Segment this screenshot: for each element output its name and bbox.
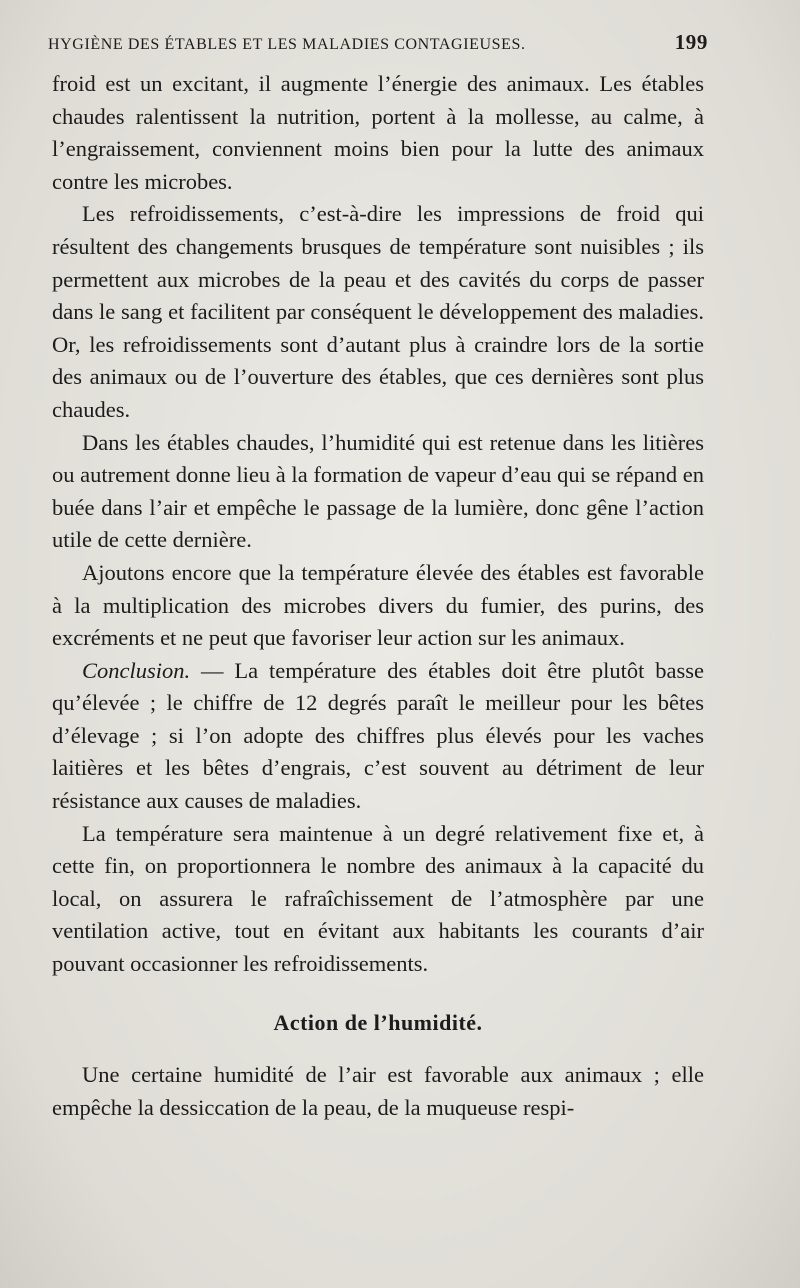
conclusion-label: Conclusion. xyxy=(82,657,191,683)
paragraph-3: Dans les étables chaudes, l’humidité qui est retenue dans les litières ou autrement donne lieu à la formation de vapeur d’eau qui se répand en buée dans l’air et empêche le passage de la lumière, donc gêne l’action utile de cette dernière. xyxy=(52,429,704,553)
conclusion-paragraph xyxy=(52,655,704,818)
paragraph-1: froid est un excitant, il augmente l’énergie des animaux. Les étables chaudes ralentissent la nutrition, portent à la mollesse, au calme, à l’engraissement, conviennent moins bien pour la lutte des animaux contre les microbes. xyxy=(52,71,704,194)
paragraph-6: La température sera maintenue à un degré relativement fixe et, à cette fin, on proportionnera le nombre des animaux à la capacité du local, on assurera le rafraîchissement de l’atmosphère par une ventilation active, tout en évitant aux habitants les courants d’air pouvant occasionner les refroidissements. xyxy=(52,820,704,977)
paragraph-7: Une certaine humidité de l’air est favorable aux animaux ; elle empêche la dessiccation de la peau, de la muqueuse respi- xyxy=(52,1062,704,1120)
paragraph-4: Ajoutons encore que la température élevée des étables est favorable à la multiplication des microbes divers du fumier, des purins, des excréments et ne peut que favoriser leur action sur les animaux. xyxy=(52,559,704,651)
running-header xyxy=(48,30,708,55)
page-number: 199 xyxy=(674,30,708,54)
page-body xyxy=(52,68,704,1124)
section-heading: Action de l’humidité. xyxy=(273,1009,483,1035)
running-title: HYGIÈNE DES ÉTABLES ET LES MALADIES CONTAGIEUSES. xyxy=(48,36,526,53)
paragraph-2: Les refroidissements, c’est-à-dire les impressions de froid qui résultent des changements brusques de température sont nuisibles ; ils permettent aux microbes de la peau et des cavités du corps de passer dans le sang et facilitent par conséquent le développement des maladies. Or, les refroidissements sont d’autant plus à craindre lors de la sortie des animaux ou de l’ouverture des étables, que ces dernières sont plus chaudes. xyxy=(52,201,704,422)
conclusion-text: — La température des étables doit être plutôt basse qu’élevée ; le chiffre de 12 degrés paraît le meilleur pour les bêtes d’élevage ; si l’on adopte des chiffres plus élevés pour les vaches laitières et les bêtes d’engrais, c’est souvent au détriment de leur résistance aux causes de maladies. xyxy=(52,657,704,814)
